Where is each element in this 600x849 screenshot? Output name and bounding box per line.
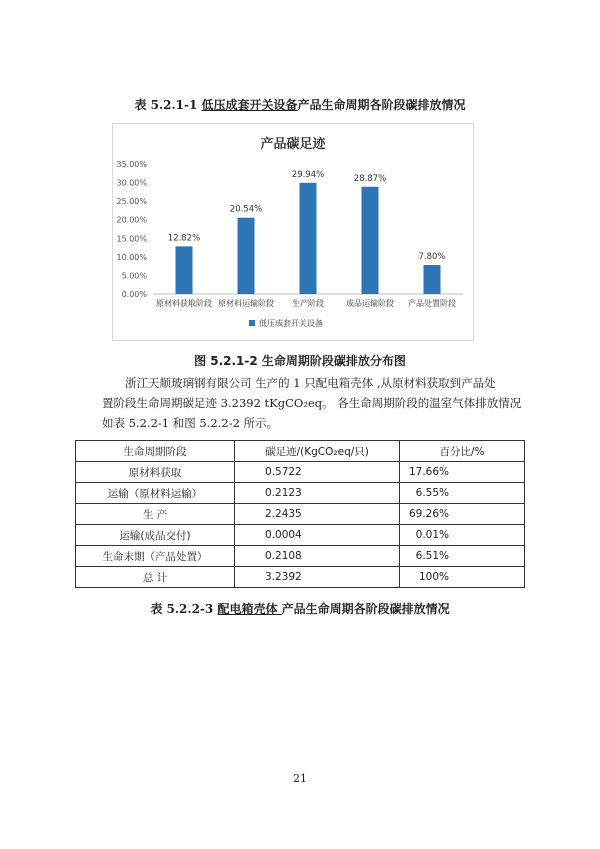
cell-footprint: 0.5722 <box>235 462 400 483</box>
caption-top-product: 低压成套开关设备 <box>201 98 298 112</box>
y-tick-label: 20.00% <box>116 215 147 225</box>
table-caption-top <box>0 96 600 113</box>
table-caption-bottom <box>0 600 600 617</box>
figure-caption: 图 5.2.1-2 生命周期阶段碳排放分布图 <box>194 354 406 368</box>
data-label: 12.82% <box>167 233 201 244</box>
carbon-footprint-chart <box>112 123 474 341</box>
header-stage: 生命周期阶段 <box>76 441 235 462</box>
cell-footprint: 3.2392 <box>235 567 400 588</box>
chart-title: 产品碳足迹 <box>260 137 326 152</box>
carbon-emission-table <box>75 440 525 588</box>
table-row-total <box>76 567 525 588</box>
cell-percent: 0.01% <box>400 525 525 546</box>
cell-percent: 6.51% <box>400 546 525 567</box>
cell-percent: 6.55% <box>400 483 525 504</box>
caption-top-prefix: 表 5.2.1-1 <box>134 98 202 112</box>
cell-percent: 69.26% <box>400 504 525 525</box>
data-label: 7.80% <box>418 252 446 263</box>
y-tick-label: 5.00% <box>121 271 147 281</box>
data-label: 29.94% <box>291 169 325 180</box>
data-label: 20.54% <box>229 204 263 215</box>
cell-stage: 生 产 <box>76 504 235 525</box>
header-percent: 百分比/% <box>400 441 525 462</box>
caption-bottom-prefix: 表 5.2.2-3 <box>150 602 218 616</box>
paragraph-line-1: 浙江天顺玻璃钢有限公司 生产的 1 只配电箱壳体 ,从原材料获取到产品处 <box>125 376 496 390</box>
x-tick-label: 生产阶段 <box>292 299 324 308</box>
caption-bottom-suffix: 产品生命周期各阶段碳排放情况 <box>281 602 450 616</box>
cell-stage: 运输（原材料运输） <box>76 483 235 504</box>
paragraph-line-2: 置阶段生命周期碳足迹 3.2392 tKgCO₂eq。 各生命周期阶段的温室气体排放情况 <box>102 396 522 410</box>
cell-percent: 100% <box>400 567 525 588</box>
x-tick-label: 成品运输阶段 <box>346 299 394 308</box>
table-row <box>76 525 525 546</box>
chart-canvas <box>113 124 473 340</box>
bar <box>176 246 193 294</box>
table-row <box>76 546 525 567</box>
table-row <box>76 483 525 504</box>
bar <box>300 183 317 294</box>
bar <box>238 218 255 294</box>
y-tick-label: 30.00% <box>116 178 147 188</box>
y-tick-label: 25.00% <box>116 197 147 207</box>
bar <box>362 187 379 294</box>
paragraph-line-3: 如表 5.2.2-1 和图 5.2.2-2 所示。 <box>102 416 279 430</box>
cell-stage: 原材料获取 <box>76 462 235 483</box>
table-row <box>76 462 525 483</box>
bar <box>424 265 441 294</box>
page-number: 21 <box>293 772 307 785</box>
y-tick-label: 10.00% <box>116 252 147 262</box>
x-tick-label: 原材料运输阶段 <box>218 299 274 308</box>
table-header-row <box>76 441 525 462</box>
cell-stage: 总 计 <box>76 567 235 588</box>
table-row <box>76 504 525 525</box>
x-tick-label: 原材料获取阶段 <box>156 299 212 308</box>
y-tick-label: 15.00% <box>116 234 147 244</box>
cell-percent: 17.66% <box>400 462 525 483</box>
header-footprint: 碳足迹/(KgCO₂eq/只) <box>235 441 400 462</box>
y-tick-label: 0.00% <box>121 290 147 299</box>
caption-top-suffix: 产品生命周期各阶段碳排放情况 <box>297 98 466 112</box>
x-tick-label: 产品处置阶段 <box>408 299 456 308</box>
cell-footprint: 2.2435 <box>235 504 400 525</box>
cell-footprint: 0.0004 <box>235 525 400 546</box>
y-tick-label: 35.00% <box>116 160 147 169</box>
cell-footprint: 0.2108 <box>235 546 400 567</box>
cell-stage: 运输(成品交付) <box>76 525 235 546</box>
legend-label: 低压成套开关设备 <box>259 319 323 328</box>
legend-swatch <box>249 320 255 326</box>
caption-bottom-product: 配电箱壳体 <box>217 602 282 616</box>
cell-footprint: 0.2123 <box>235 483 400 504</box>
cell-stage: 生命末期（产品处置） <box>76 546 235 567</box>
data-label: 28.87% <box>353 173 387 184</box>
